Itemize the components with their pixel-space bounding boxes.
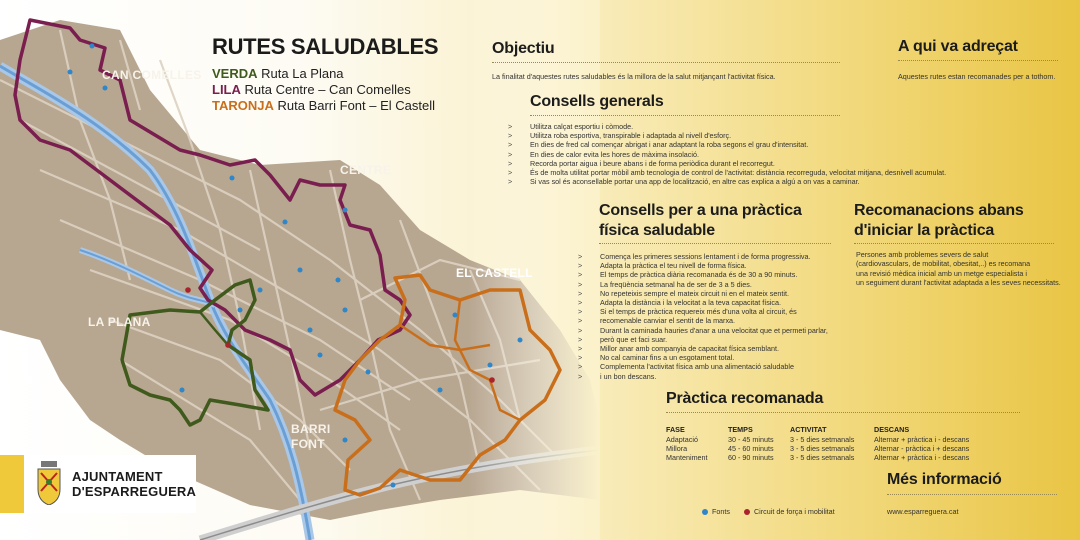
cell: Alternar + pràctica i - descans: [874, 453, 970, 462]
list-item: > En dies de calor evita les hores de màxima insolació.: [508, 150, 946, 159]
logo-text: [72, 469, 196, 499]
route-lila-name: LILA: [212, 82, 241, 97]
list-item: > Recorda portar aigua i beure abans i de forma periòdica durant el recorregut.: [508, 159, 946, 168]
list-item: > Utilitza calçat esportiu i còmode.: [508, 122, 946, 131]
a-qui-heading: A qui va adreçat: [898, 38, 1018, 55]
route-legend: [212, 66, 435, 114]
logo-accent: [0, 455, 24, 513]
recomanacions-line: un seguiment durant l'activitat adaptada a les seves necessitats.: [856, 278, 1061, 288]
list-item: > Adapta la distància i la velocitat a la teva capacitat física.: [578, 298, 828, 307]
divider: [898, 60, 1058, 62]
recomanacions-heading: [854, 201, 1024, 241]
col-fase: FASE: [666, 425, 685, 434]
consells-practica-list: [578, 252, 828, 381]
consells-practica-heading: [599, 201, 802, 241]
list-item: > És de molta utilitat portar mòbil amb tecnologia de control de l'activitat: distància recorreguda, velocitat mitjana, desnivell acumulat.: [508, 168, 946, 177]
route-verda-entry: [212, 66, 435, 82]
list-item-cont: recomenable canviar el sentit de la marxa.: [600, 316, 736, 326]
label-barri-font: [291, 422, 331, 452]
coat-of-arms-icon: [36, 461, 62, 505]
logo-line2: D'ESPARREGUERA: [72, 484, 197, 499]
list-item: > Complementa l'activitat física amb una alimentació saludable: [578, 362, 828, 371]
list-item: > Comença les primeres sessions lentament i de forma progressiva.: [578, 252, 828, 261]
practica-table: [666, 425, 977, 462]
label-can-comelles: CAN COMELLES: [102, 68, 202, 82]
cell: 30 - 45 minuts: [728, 435, 774, 444]
divider: [492, 62, 840, 64]
table-row: [666, 444, 977, 453]
route-taronja-entry: [212, 98, 435, 114]
mes-info-heading: Més informació: [887, 471, 1002, 488]
list-item: > No repeteixis sempre el mateix circuit ni en el mateix sentit.: [578, 289, 828, 298]
table-row: [666, 453, 977, 462]
cell: 3 - 5 dies setmanals: [790, 444, 855, 453]
legend-fonts: Fonts: [712, 507, 730, 516]
a-qui-text: Aquestes rutes estan recomanades per a tothom.: [898, 72, 1056, 81]
consells-practica-heading-line1: Consells per a una pràctica: [599, 202, 802, 219]
cell: 3 - 5 dies setmanals: [790, 435, 855, 444]
route-lila-entry: [212, 82, 435, 98]
consells-generals-heading: Consells generals: [530, 93, 664, 110]
list-item: > Si vas sol és aconsellable portar una app de localització, en altre cas explica a algú a on vas a caminar.: [508, 177, 946, 186]
table-header: [666, 425, 977, 435]
ajuntament-logo: [24, 455, 196, 513]
map-legend: [702, 507, 835, 516]
recomanacions-line: Persones amb problemes severs de salut: [856, 250, 989, 259]
cell: Alternar + pràctica i - descans: [874, 435, 970, 444]
mes-info-url[interactable]: www.esparreguera.cat: [887, 507, 959, 516]
recomanacions-line: (cardiovasculars, de mobilitat, obesitat,..) es recomana: [856, 259, 1031, 269]
list-item: > Adapta la pràctica el teu nivell de forma física.: [578, 261, 828, 270]
consells-generals-list: [508, 122, 946, 186]
recomanacions-text: [856, 250, 1061, 288]
list-item-cont: però que et faci suar.: [600, 334, 668, 344]
label-la-plana: LA PLANA: [88, 315, 151, 329]
list-item: [578, 335, 828, 344]
recomanacions-heading-line2: d'iniciar la pràctica: [854, 222, 995, 239]
table-row: [666, 435, 977, 444]
practica-heading: Pràctica recomanada: [666, 390, 824, 407]
cell: 45 - 60 minuts: [728, 444, 774, 453]
list-item-cont: i un bon descans.: [600, 371, 657, 381]
list-item: > Utilitza roba esportiva, transpirable i adaptada al nivell d'esforç.: [508, 131, 946, 140]
label-centre: CENTRE: [340, 163, 392, 177]
cell: 60 - 90 minuts: [728, 453, 774, 462]
list-item: [578, 316, 828, 325]
col-activitat: ACTIVITAT: [790, 425, 827, 434]
divider: [599, 243, 831, 245]
consells-practica-heading-line2: física saludable: [599, 222, 715, 239]
divider: [854, 243, 1054, 245]
cell: Alternar - pràctica i + descans: [874, 444, 970, 453]
list-item: > Millor anar amb companyia de capacitat física semblant.: [578, 344, 828, 353]
route-taronja-label: Ruta Barri Font – El Castell: [277, 98, 436, 113]
cell: Millora: [666, 444, 688, 453]
fonts-dot-icon: [702, 509, 708, 515]
circuit-dot-icon: [744, 509, 750, 515]
list-item: > Durant la caminada hauries d'anar a una velocitat que et permeti parlar,: [578, 326, 828, 335]
cell: Manteniment: [666, 453, 708, 462]
label-barri-font-line1: BARRI: [291, 422, 331, 436]
route-verda-label: Ruta La Plana: [261, 66, 344, 81]
cell: 3 - 5 dies setmanals: [790, 453, 855, 462]
page-title: RUTES SALUDABLES: [212, 34, 439, 59]
label-el-castell: EL CASTELL: [456, 266, 533, 280]
list-item: > El temps de pràctica diària recomanada és de 30 a 90 minuts.: [578, 270, 828, 279]
recomanacions-heading-line1: Recomanacions abans: [854, 202, 1024, 219]
route-taronja-name: TARONJA: [212, 98, 274, 113]
col-descans: DESCANS: [874, 425, 910, 434]
cell: Adaptació: [666, 435, 698, 444]
divider: [666, 412, 1020, 414]
list-item: > No cal caminar fins a un esgotament total.: [578, 353, 828, 362]
logo-line1: AJUNTAMENT: [72, 469, 163, 484]
legend-circuit: Circuit de força i mobilitat: [753, 507, 835, 516]
objectiu-text: La finalitat d'aquestes rutes saludables és la millora de la salut mitjançant l'activitat física.: [492, 72, 776, 81]
objectiu-heading: Objectiu: [492, 40, 555, 57]
recomanacions-line: una revisió mèdica inicial amb un metge especialista i: [856, 268, 1027, 278]
divider: [887, 494, 1057, 496]
col-temps: TEMPS: [728, 425, 753, 434]
route-lila-label: Ruta Centre – Can Comelles: [244, 82, 411, 97]
list-item: > Si el temps de pràctica requereix més d'una volta al circuit, és: [578, 307, 828, 316]
divider: [530, 115, 840, 117]
label-barri-font-line2: FONT: [291, 437, 325, 451]
list-item: [578, 372, 828, 381]
list-item: > La freqüència setmanal ha de ser de 3 a 5 dies.: [578, 280, 828, 289]
route-verda-name: VERDA: [212, 66, 258, 81]
list-item: > En dies de fred cal començar abrigat i anar adaptant la roba segons el grau d'intensitat.: [508, 140, 946, 149]
